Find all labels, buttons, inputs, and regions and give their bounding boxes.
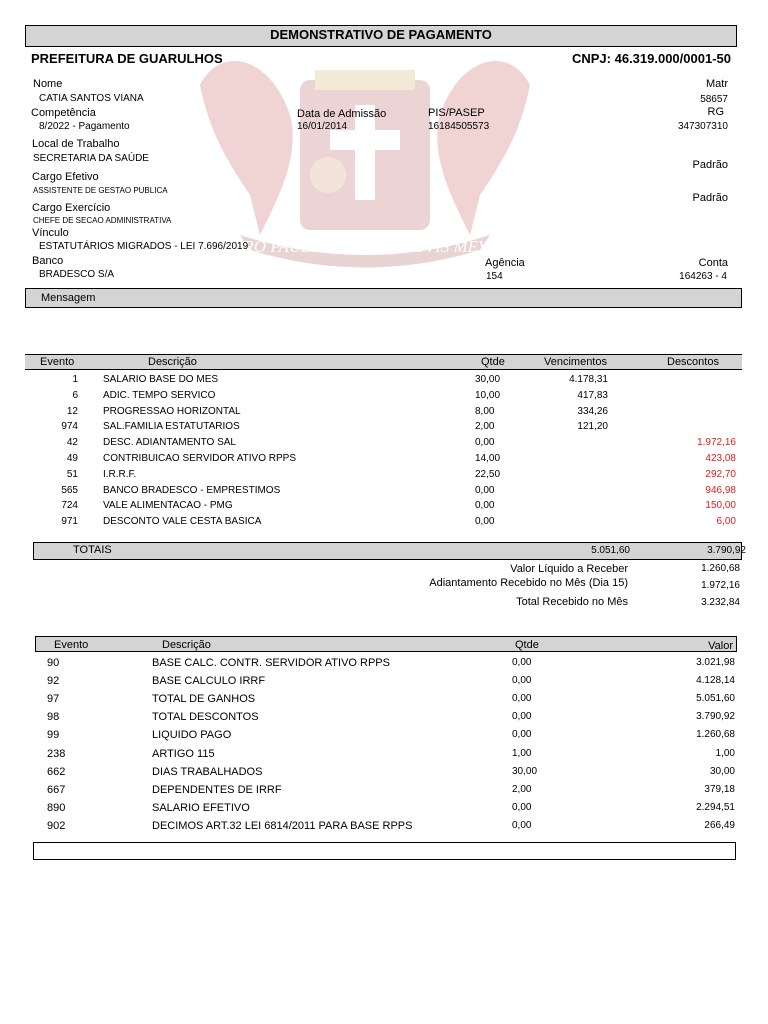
event-vencimento: 121,20: [577, 421, 608, 433]
bases-header-bar: [35, 636, 737, 652]
event-description: DESCONTO VALE CESTA BASICA: [103, 516, 262, 528]
event-vencimento: 334,26: [577, 405, 608, 417]
admissao-value: 16/01/2014: [297, 121, 348, 132]
totals-bar: [33, 542, 742, 560]
events-header-bar: [25, 354, 742, 370]
totals-vencimentos: 5.051,60: [591, 545, 630, 556]
padrao-label-1: Padrão: [692, 159, 728, 171]
base-code: 92: [47, 675, 60, 688]
base-code: 90: [47, 657, 60, 669]
event-desconto: 292,70: [705, 468, 736, 480]
total-recebido-value: 3.232,84: [701, 597, 740, 608]
event-qtde: 10,00: [475, 389, 501, 401]
event-qtde: 22,50: [475, 468, 501, 480]
local-value: SECRETARIA DA SAÚDE: [33, 153, 149, 164]
cargo-efetivo-value: ASSISTENTE DE GESTAO PUBLICA: [33, 186, 168, 195]
event-qtde: 0,00: [475, 500, 495, 512]
events-header-descricao: Descrição: [148, 356, 197, 368]
bases-header-qtde: Qtde: [515, 639, 539, 651]
base-qtde: 0,00: [512, 657, 532, 668]
competencia-label: Competência: [31, 107, 96, 119]
banco-label: Banco: [32, 255, 64, 267]
events-header-descontos: Descontos: [667, 356, 719, 368]
event-description: SALARIO BASE DO MES: [103, 374, 219, 385]
base-description: ARTIGO 115: [152, 747, 215, 760]
pis-label: PIS/PASEP: [428, 107, 485, 119]
base-qtde: 2,00: [512, 783, 532, 795]
base-description: TOTAL DESCONTOS: [152, 711, 259, 724]
padrao-label-2: Padrão: [692, 192, 728, 204]
mensagem-box: [25, 288, 742, 308]
org-name: PREFEITURA DE GUARULHOS: [31, 51, 223, 66]
conta-label: Conta: [698, 257, 728, 269]
adiantamento-label: Adiantamento Recebido no Mês (Dia 15): [429, 577, 628, 589]
adiantamento-value: 1.972,16: [701, 580, 740, 591]
base-description: BASE CALC. CONTR. SERVIDOR ATIVO RPPS: [152, 657, 390, 669]
event-description: DESC. ADIANTAMENTO SAL: [103, 437, 236, 449]
banco-value: BRADESCO S/A: [39, 269, 115, 280]
events-header-evento: Evento: [40, 356, 75, 368]
event-description: VALE ALIMENTACAO - PMG: [103, 500, 233, 512]
event-code: 51: [66, 468, 78, 480]
competencia-value: 8/2022 - Pagamento: [39, 121, 130, 132]
event-code: 1: [72, 374, 78, 385]
base-qtde: 0,00: [512, 819, 532, 831]
base-code: 99: [47, 729, 60, 742]
event-qtde: 0,00: [475, 516, 495, 528]
event-description: I.R.R.F.: [103, 468, 137, 480]
event-description: PROGRESSAO HORIZONTAL: [103, 405, 241, 417]
base-code: 902: [47, 819, 66, 832]
crest-motto: PRO PAULISTARVM SANGVIS MEVS: [233, 237, 497, 256]
base-valor: 1,00: [715, 747, 735, 759]
mensagem-label: Mensagem: [41, 292, 96, 304]
vinculo-label: Vínculo: [32, 227, 69, 239]
pis-value: 16184505573: [428, 121, 490, 132]
events-header-vencimentos: Vencimentos: [544, 356, 607, 368]
event-qtde: 0,00: [475, 484, 495, 496]
base-description: DEPENDENTES DE IRRF: [152, 783, 282, 796]
event-code: 971: [61, 516, 78, 528]
base-description: DIAS TRABALHADOS: [152, 765, 263, 778]
nome-value: CATIA SANTOS VIANA: [39, 93, 144, 104]
base-code: 662: [47, 765, 66, 778]
base-valor: 3.790,92: [696, 711, 735, 723]
base-description: LIQUIDO PAGO: [152, 729, 232, 742]
city-crest-watermark: [180, 45, 550, 270]
base-description: SALARIO EFETIVO: [152, 801, 250, 814]
local-label: Local de Trabalho: [32, 138, 120, 150]
base-qtde: 30,00: [512, 765, 538, 777]
agencia-label: Agência: [485, 257, 525, 269]
event-code: 6: [72, 389, 78, 401]
totals-descontos: 3.790,92: [707, 545, 746, 556]
event-desconto: 1.972,16: [697, 437, 736, 449]
event-code: 724: [61, 500, 78, 512]
base-description: TOTAL DE GANHOS: [152, 693, 256, 706]
event-description: ADIC. TEMPO SERVICO: [103, 389, 216, 401]
total-recebido-label: Total Recebido no Mês: [516, 596, 628, 608]
event-code: 42: [66, 437, 78, 449]
liquido-label: Valor Líquido a Receber: [510, 563, 628, 575]
base-qtde: 0,00: [512, 801, 532, 813]
event-code: 49: [66, 453, 78, 464]
event-qtde: 30,00: [475, 374, 501, 385]
event-qtde: 14,00: [475, 453, 501, 464]
event-desconto: 946,98: [705, 484, 736, 496]
base-description: DECIMOS ART.32 LEI 6814/2011 PARA BASE RPPS: [152, 819, 413, 832]
base-valor: 1.260,68: [696, 729, 735, 741]
admissao-label: Data de Admissão: [297, 108, 387, 120]
document-title: DEMONSTRATIVO DE PAGAMENTO: [270, 27, 492, 42]
conta-value: 164263 - 4: [679, 271, 727, 282]
base-qtde: 0,00: [512, 675, 532, 687]
base-valor: 2.294,51: [696, 801, 735, 813]
nome-label: Nome: [33, 78, 63, 90]
base-valor: 379,18: [704, 783, 735, 795]
base-qtde: 1,00: [512, 747, 532, 759]
event-desconto: 423,08: [705, 453, 736, 464]
base-code: 238: [47, 747, 66, 760]
event-qtde: 0,00: [475, 437, 495, 449]
event-qtde: 2,00: [475, 421, 495, 433]
cargo-exercicio-value: CHEFE DE SECAO ADMINISTRATIVA: [33, 216, 172, 225]
event-code: 974: [61, 421, 78, 433]
base-code: 97: [47, 693, 60, 706]
matr-value: 58657: [700, 94, 728, 105]
event-description: CONTRIBUICAO SERVIDOR ATIVO RPPS: [103, 453, 296, 464]
base-qtde: 0,00: [512, 693, 532, 705]
base-code: 890: [47, 801, 66, 814]
agencia-value: 154: [486, 271, 503, 282]
event-code: 12: [66, 405, 78, 417]
base-code: 667: [47, 783, 66, 796]
event-description: SAL.FAMILIA ESTATUTARIOS: [103, 421, 240, 433]
totals-label: TOTAIS: [73, 544, 112, 556]
event-desconto: 6,00: [716, 516, 736, 528]
base-qtde: 0,00: [512, 711, 532, 723]
vinculo-value: ESTATUTÁRIOS MIGRADOS - LEI 7.696/2019: [39, 241, 249, 252]
rg-value: 347307310: [677, 121, 728, 132]
cargo-efetivo-label: Cargo Efetivo: [32, 171, 99, 183]
bases-header-valor: Valor: [708, 640, 733, 652]
event-description: BANCO BRADESCO - EMPRESTIMOS: [103, 484, 281, 496]
event-code: 565: [61, 484, 78, 496]
rg-label: RG: [707, 106, 724, 118]
footer-empty-box: [33, 842, 736, 860]
base-valor: 5.051,60: [696, 693, 735, 705]
event-qtde: 8,00: [475, 405, 495, 417]
event-desconto: 150,00: [705, 500, 736, 512]
cargo-exercicio-label: Cargo Exercício: [32, 202, 111, 214]
base-valor: 3.021,98: [696, 657, 735, 668]
bases-header-descricao: Descrição: [162, 639, 211, 651]
event-vencimento: 417,83: [577, 389, 608, 401]
event-vencimento: 4.178,31: [569, 374, 608, 385]
base-qtde: 0,00: [512, 729, 532, 741]
liquido-value: 1.260,68: [701, 563, 740, 574]
matr-label: Matr: [706, 78, 728, 90]
base-code: 98: [47, 711, 60, 724]
bases-header-evento: Evento: [54, 639, 89, 651]
base-valor: 266,49: [704, 819, 735, 831]
events-header-qtde: Qtde: [481, 356, 505, 368]
base-description: BASE CALCULO IRRF: [152, 675, 266, 688]
base-valor: 30,00: [709, 765, 735, 777]
base-valor: 4.128,14: [696, 675, 735, 687]
cnpj: CNPJ: 46.319.000/0001-50: [571, 51, 731, 66]
